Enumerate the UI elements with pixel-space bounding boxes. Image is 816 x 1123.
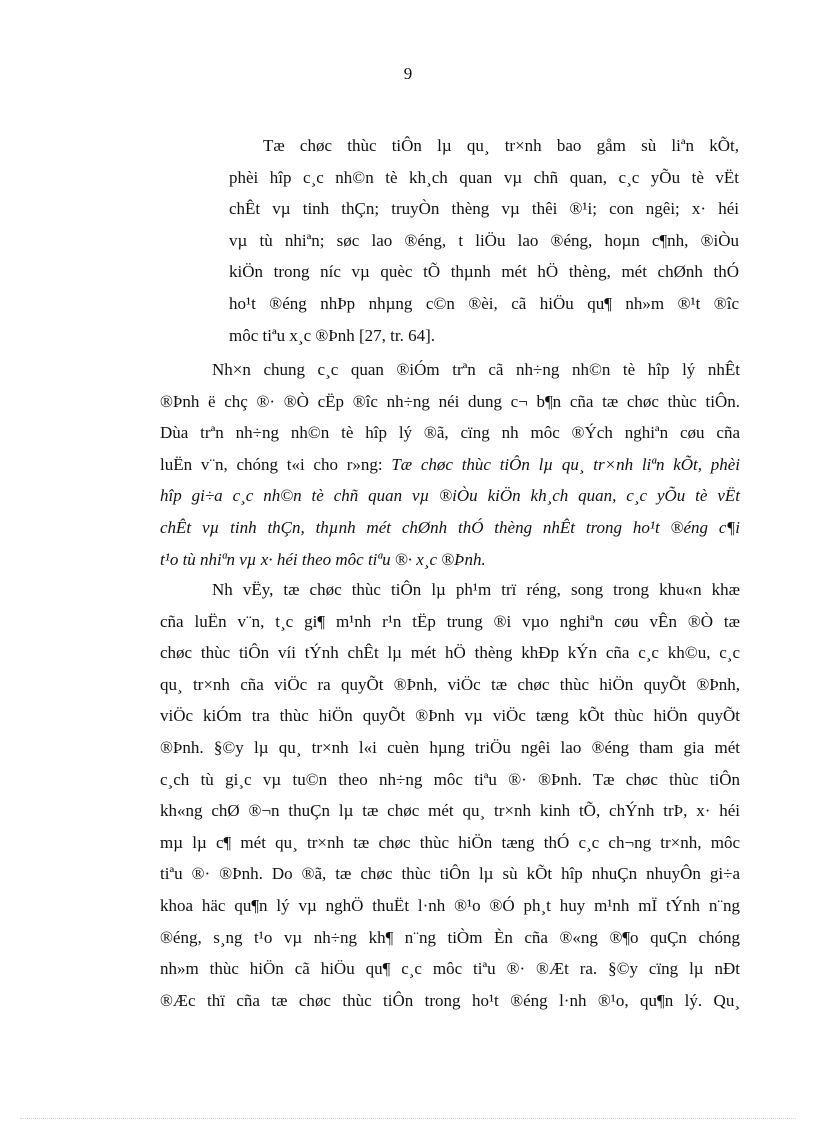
- quote-line: vµ tù nhiªn; søc lao ®éng, t liÖu lao ®éng, hoµn c¶nh, ®iÒu: [229, 230, 739, 250]
- paragraph-line: nh»m thùc hiÖn cã hiÖu qu¶ c¸c môc tiªu ®· ®Æt ra. §©y cïng lµ nÐt: [160, 959, 740, 979]
- paragraph-line: ®Þnh. §©y lµ qu¸ tr×nh l«i cuèn hµng triÖu ngêi lao ®éng tham gia mét: [160, 737, 740, 757]
- paragraph-line: cña luËn v¨n, t¸c gi¶ m¹nh r¹n tËp trung ®i vµo nghiªn cøu vÊn ®Ò tæ: [160, 611, 740, 631]
- paragraph-line: qu¸ tr×nh cña viÖc ra quyÕt ®Þnh, viÖc tæ chøc thùc hiÖn quyÕt ®Þnh,: [160, 674, 740, 694]
- paragraph-line: viÖc kiÓm tra thùc hiÖn quyÕt ®Þnh vµ viÖc tæng kÕt thùc hiÖn quyÕt: [160, 706, 740, 726]
- paragraph-line: ®Þnh ë chç ®· ®Ò cËp ®îc nh÷ng néi dung c¬ b¶n cña tæ chøc thùc tiÔn.: [160, 391, 740, 411]
- definition-line: chÊt vµ tinh thÇn, thµnh mét chØnh thÓ thèng nhÊt trong ho¹t ®éng c¶i: [160, 517, 740, 537]
- quote-line: phèi hîp c¸c nh©n tè kh¸ch quan vµ chñ quan, c¸c yÕu tè vËt: [229, 167, 739, 187]
- paragraph-line: ®Æc thï cña tæ chøc thùc tiÔn trong ho¹t ®éng l·nh ®¹o, qu¶n lý. Qu¸: [160, 990, 740, 1010]
- paragraph-line: Nh vËy, tæ chøc thùc tiÔn lµ ph¹m trï réng, song trong khu«n khæ: [212, 580, 740, 599]
- quote-line: ho¹t ®éng nhÞp nhµng c©n ®èi, cã hiÖu qu¶ nh»m ®¹t ®îc: [229, 293, 739, 313]
- block-quote: [229, 130, 739, 351]
- paragraph-line: kh«ng chØ ®¬n thuÇn lµ tæ chøc mét qu¸ tr×nh kinh tÕ, chÝnh trÞ, x· héi: [160, 801, 740, 821]
- definition-italic: Tæ chøc thùc tiÔn lµ qu¸ tr×nh liªn kÕt, phèi: [391, 454, 740, 474]
- quote-line: kiÖn trong níc vµ quèc tÕ thµnh mét hÖ thèng, mét chØnh thÓ: [229, 262, 739, 282]
- paragraph-line: mµ lµ c¶ mét qu¸ tr×nh tæ chøc thùc hiÖn tæng thÓ c¸c ch¬ng tr×nh, môc: [160, 832, 740, 852]
- paragraph-line: ®éng, s¸ng t¹o vµ nh÷ng kh¶ n¨ng tiÒm Èn cña ®«ng ®¶o quÇn chóng: [160, 927, 740, 947]
- paragraph-line: Nh×n chung c¸c quan ®iÓm trªn cã nh÷ng nh©n tè hîp lý nhÊt: [212, 360, 740, 379]
- paragraph-line: Dùa trªn nh÷ng nh©n tè hîp lý ®ã, cïng nh môc ®Ých nghiªn cøu cña: [160, 423, 740, 443]
- paragraph-line: tiªu ®· ®Þnh. Do ®ã, tæ chøc thùc tiÔn lµ sù kÕt hîp nhuÇn nhuyÔn gi÷a: [160, 864, 740, 884]
- page-number: 9: [403, 64, 413, 83]
- quote-line: Tæ chøc thùc tiÔn lµ qu¸ tr×nh bao gåm sù liªn kÕt,: [263, 136, 739, 155]
- paragraph-line: khoa häc qu¶n lý vµ nghÖ thuËt l·nh ®¹o ®Ó ph¸t huy m¹nh mÏ tÝnh n¨ng: [160, 895, 740, 915]
- quote-line: môc tiªu x¸c ®Þnh [27, tr. 64].: [229, 325, 436, 345]
- paragraph-line: c¸ch tù gi¸c vµ tu©n theo nh÷ng môc tiªu ®· ®Þnh. Tæ chøc thùc tiÔn: [160, 769, 740, 789]
- page-bottom-border: [20, 1118, 796, 1119]
- quote-line: chÊt vµ tinh thÇn; truyÒn thèng vµ thêi ®¹i; con ngêi; x· héi: [229, 199, 739, 219]
- paragraph-line: chøc thùc tiÔn víi tÝnh chÊt lµ mét hÖ thèng khÐp kÝn cña c¸c kh©u, c¸c: [160, 643, 740, 663]
- paragraph-text: luËn v¨n, chóng t«i cho r»ng:: [160, 454, 383, 474]
- paragraph-2: [160, 574, 740, 1016]
- paragraph-line-with-definition: [160, 449, 740, 481]
- definition-line: t¹o tù nhiªn vµ x· héi theo môc tiªu ®· x¸c ®Þnh.: [160, 549, 486, 569]
- definition-line: hîp gi÷a c¸c nh©n tè chñ quan vµ ®iÒu kiÖn kh¸ch quan, c¸c yÕu tè vËt: [160, 486, 740, 506]
- paragraph-1: [160, 354, 740, 575]
